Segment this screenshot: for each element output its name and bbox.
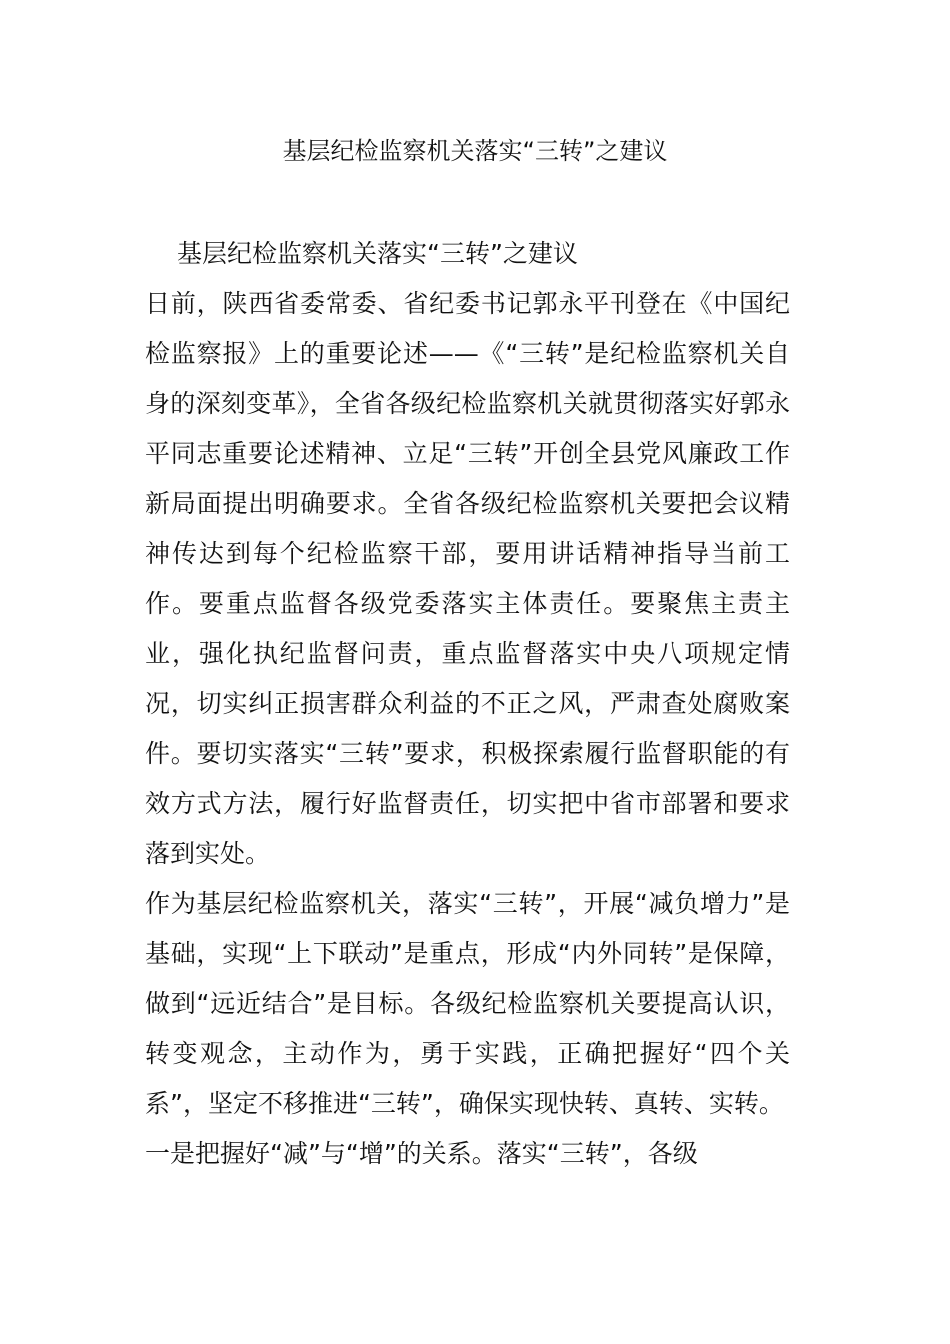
document-subtitle: 基层纪检监察机关落实“三转”之建议 xyxy=(177,239,578,268)
document-body xyxy=(145,229,790,1179)
paragraph-2: 作为基层纪检监察机关，落实“三转”，开展“减负增力”是基础，实现“上下联动”是重点，形成“内外同转”是保障，做到“远近结合”是目标。各级纪检监察机关要提高认识，转变观念，主动作为，勇于实践，正确把握好“四个关系”，坚定不移推进“三转”，确保实现快转、真转、实转。 xyxy=(145,889,790,1118)
document-title: 基层纪检监察机关落实“三转”之建议 xyxy=(282,137,668,165)
paragraph-1: 日前，陕西省委常委、省纪委书记郭永平刊登在《中国纪检监察报》上的重要论述——《“三转”是纪检监察机关自身的深刻变革》，全省各级纪检监察机关就贯彻落实好郭永平同志重要论述精神、立足“三转”开创全县党风廉政工作新局面提出明确要求。全省各级纪检监察机关要把会议精神传达到每个纪检监察干部，要用讲话精神指导当前工作。要重点监督各级党委落实主体责任。要聚焦主责主业，强化执纪监督问责，重点监督落实中央八项规定情况，切实纠正损害群众利益的不正之风，严肃查处腐败案件。要切实落实“三转”要求，积极探索履行监督职能的有效方式方法，履行好监督责任，切实把中省市部署和要求落到实处。 xyxy=(145,289,790,868)
paragraph-3: 一是把握好“减”与“增”的关系。落实“三转”，各级 xyxy=(145,1139,698,1168)
